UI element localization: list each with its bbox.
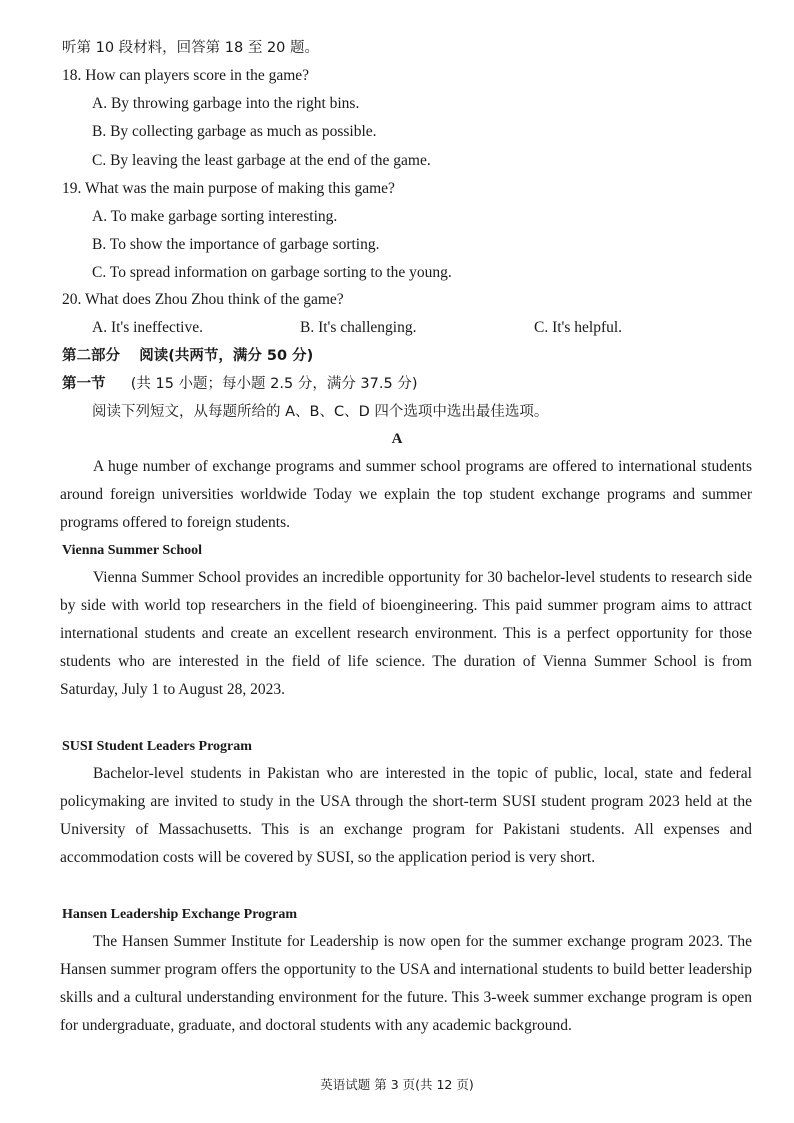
section-1-info: (共 15 小题；每小题 2.5 分，满分 37.5 分) (130, 376, 418, 392)
question-18-option-b: B. By collecting garbage as much as possible. (92, 123, 377, 140)
passage-label: A (391, 431, 403, 447)
question-20-option-a: A. It's ineffective. (92, 319, 203, 336)
page-footer: 英语试题 第 3 页(共 12 页) (320, 1077, 474, 1092)
section-text-hansen: The Hansen Summer Institute for Leadership is now open for the summer exchange program 2023. The Hansen summer program offers the opportunity to the USA and international students to build better leadership skills and a cultural understanding environment for the future. This 3-week summer exchange program is open for undergraduate, graduate, and doctoral students with any academic background. (60, 933, 752, 1034)
part-2-header (62, 346, 752, 366)
section-text-susi: Bachelor-level students in Pakistan who are interested in the topic of public, local, state and federal policymaking are invited to study in the USA through the short-term SUSI student program 2023 held at the University of Massachusetts. This is an exchange program for Pakistani students. All expenses and accommodation costs will be covered by SUSI, so the application period is very short. (60, 765, 752, 866)
passage-intro: A huge number of exchange programs and summer school programs are offered to international students around foreign universities worldwide Today we explain the top student exchange programs and summer programs offered to foreign students. (60, 458, 752, 531)
question-20-stem: 20. What does Zhou Zhou think of the game? (62, 291, 344, 308)
question-18-stem: 18. How can players score in the game? (62, 67, 310, 84)
listening-instruction: 听第 10 段材料，回答第 18 至 20 题。 (62, 40, 320, 56)
question-20-option-c: C. It's helpful. (534, 319, 623, 336)
question-19-stem: 19. What was the main purpose of making this game? (62, 180, 395, 197)
question-19-option-b: B. To show the importance of garbage sorting. (92, 236, 380, 253)
question-20-option-b: B. It's challenging. (300, 319, 417, 336)
question-20-options (92, 318, 782, 338)
section-heading-susi: SUSI Student Leaders Program (62, 739, 252, 754)
section-1-title: 第一节 (62, 376, 106, 392)
section-1-header (62, 374, 752, 394)
question-19-option-a: A. To make garbage sorting interesting. (92, 208, 338, 225)
section-heading-hansen: Hansen Leadership Exchange Program (62, 907, 298, 922)
section-text-vienna: Vienna Summer School provides an incredible opportunity for 30 bachelor-level students to research side by side with world top researchers in the field of bioengineering. This paid summer program aims to attract international students and create an excellent research environment. This is a perfect opportunity for those students who are interested in the field of life science. The duration of Vienna Summer School is from Saturday, July 1 to August 28, 2023. (60, 569, 752, 698)
question-18-option-a: A. By throwing garbage into the right bins. (92, 95, 360, 112)
question-19-option-c: C. To spread information on garbage sorting to the young. (92, 264, 452, 281)
part-2-title: 第二部分 (62, 348, 120, 364)
question-18-option-c: C. By leaving the least garbage at the end of the game. (92, 152, 431, 169)
section-heading-vienna: Vienna Summer School (62, 543, 203, 558)
reading-instruction: 阅读下列短文，从每题所给的 A、B、C、D 四个选项中选出最佳选项。 (92, 404, 549, 420)
part-2-info: 阅读(共两节，满分 50 分) (139, 348, 314, 364)
